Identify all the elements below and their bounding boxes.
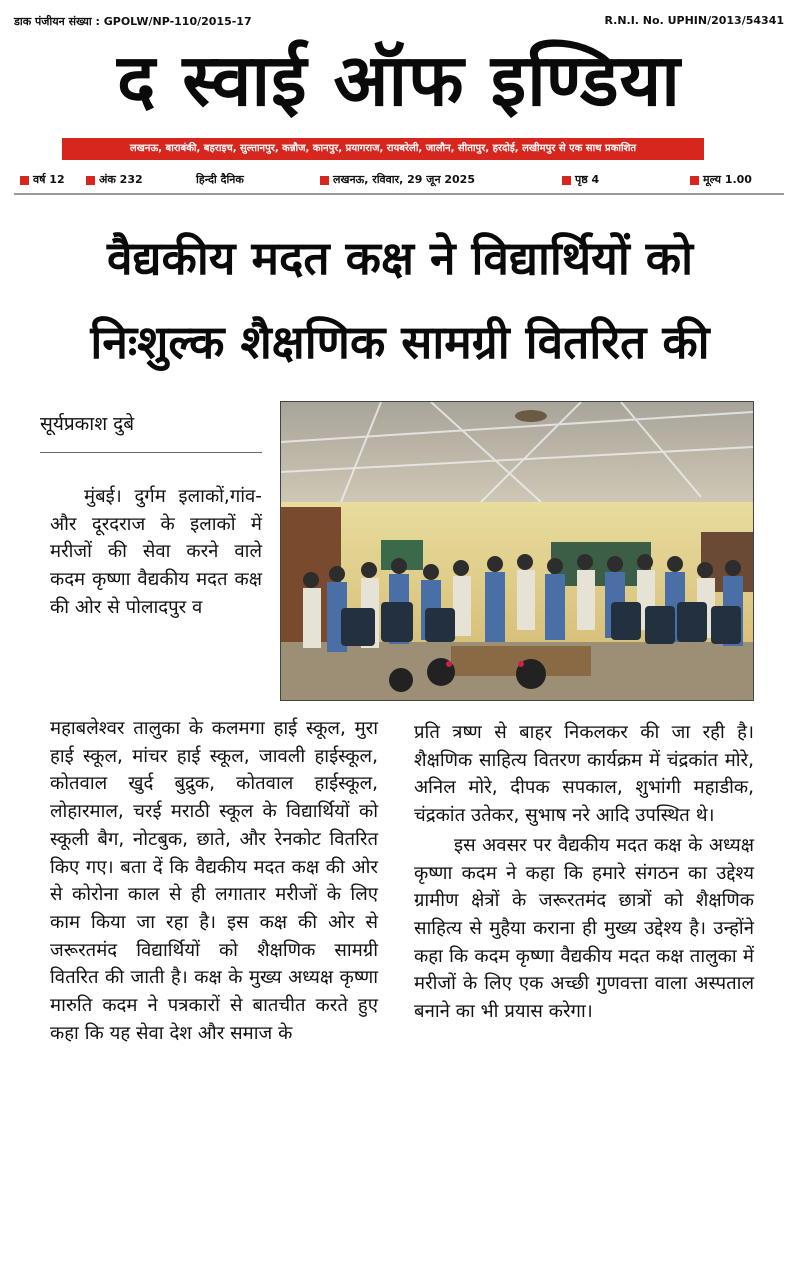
paper-type: हिन्दी दैनिक: [196, 173, 244, 186]
article-photo: [280, 401, 754, 701]
bullet-square-icon: [562, 176, 571, 185]
masthead-divider: [14, 193, 784, 195]
group-photo-illustration: [281, 402, 753, 700]
column-3-paragraph-1: प्रति त्रष्ण से बाहर निकलकर की जा रही है। शैक्षणिक साहित्य वितरण कार्यक्रम में चंद्रकांत मोरे, अनिल मोरे, दीपक सपकाल, शुभांगी महाडीक, चंद्रकांत उतेकर, सुभाष नरे आदि उपस्थित थे।: [414, 722, 754, 827]
bullet-square-icon: [320, 176, 329, 185]
editions-banner: लखनऊ, बाराबंकी, बहराइच, सुल्तानपुर, कन्नौज, कानपुर, प्रयागराज, रायबरेली, जालौन, सीतापुर, हरदोई, लखीमपुर से एक साथ प्रकाशित: [62, 138, 704, 160]
place-date-info: लखनऊ, रविवार, 29 जून 2025: [320, 172, 475, 187]
rni-number: R.N.I. No. UPHIN/2013/54341: [604, 14, 784, 27]
issue-info-bar: [14, 170, 784, 190]
bullet-square-icon: [86, 176, 95, 185]
column-1-text: मुंबई। दुर्गम इलाकों,गांव- और दूरदराज के इलाकों में मरीजों की सेवा करने वाले कदम कृष्णा वैद्यकीय मदत कक्ष की ओर से पोलादपुर व: [50, 486, 262, 618]
volume-info: वर्ष 12: [20, 172, 65, 187]
page-number-info: पृष्ठ 4: [562, 172, 599, 187]
issue-number-info: अंक 232: [86, 172, 143, 187]
byline: सूर्यप्रकाश दुबे: [40, 413, 135, 435]
column-2-text: महाबलेश्वर तालुका के कलमगा हाई स्कूल, मुरा हाई स्कूल, मांचर हाई स्कूल, जावली हाईस्कूल, कोतवाल खुर्द बुद्रुक, कोतवाल हाईस्कूल, लोहारमाल, चरई मराठी स्कूल के विद्यार्थियों को स्कूली बैग, नोटबुक, छाते, और रेनकोट वितरित किए गए। बता दें कि वैद्यकीय मदत कक्ष की ओर से कोरोना काल से ही लगातार मरीजों के लिए काम किया जा रहा है। इस कक्ष की ओर से जरूरतमंद विद्यार्थियों को शैक्षणिक सामग्री वितरित की जाती है। कक्ष के मुख्य अध्यक्ष कृष्णा मारुति कदम ने पत्रकारों से बातचीत करते हुए कहा कि यह सेवा देश और समाज के: [50, 718, 378, 1044]
registration-number: डाक पंजीयन संख्या : GPOLW/NP-110/2015-17: [14, 15, 252, 28]
headline-line-1: वैद्यकीय मदत कक्ष ने विद्यार्थियों को: [106, 231, 694, 285]
newspaper-title: द स्वाई ऑफ इण्डिया: [117, 38, 681, 122]
article-column-2: [50, 715, 378, 1047]
headline-line-2: निःशुल्क शैक्षणिक सामग्री वितरित की: [90, 315, 710, 369]
article-column-3: [414, 719, 754, 1026]
article-column-1: [50, 483, 262, 622]
bullet-square-icon: [690, 176, 699, 185]
column-3-paragraph-2: इस अवसर पर वैद्यकीय मदत कक्ष के अध्यक्ष कृष्णा कदम ने कहा कि हमारे संगठन का उद्देश्य ग्रामीण क्षेत्रों के जरूरतमंद छात्रों को शैक्षणिक साहित्य से मुहैया कराना ही मुख्य उद्देश्य है। उन्होंने कहा कि कदम कृष्णा वैद्यकीय मदत कक्ष तालुका में मरीजों के लिए एक अच्छी गुणवत्ता वाला अस्पताल बनाने का भी प्रयास करेगा।: [414, 834, 754, 1023]
byline-divider: [40, 452, 262, 453]
bullet-square-icon: [20, 176, 29, 185]
price-info: मूल्य 1.00: [690, 172, 752, 187]
